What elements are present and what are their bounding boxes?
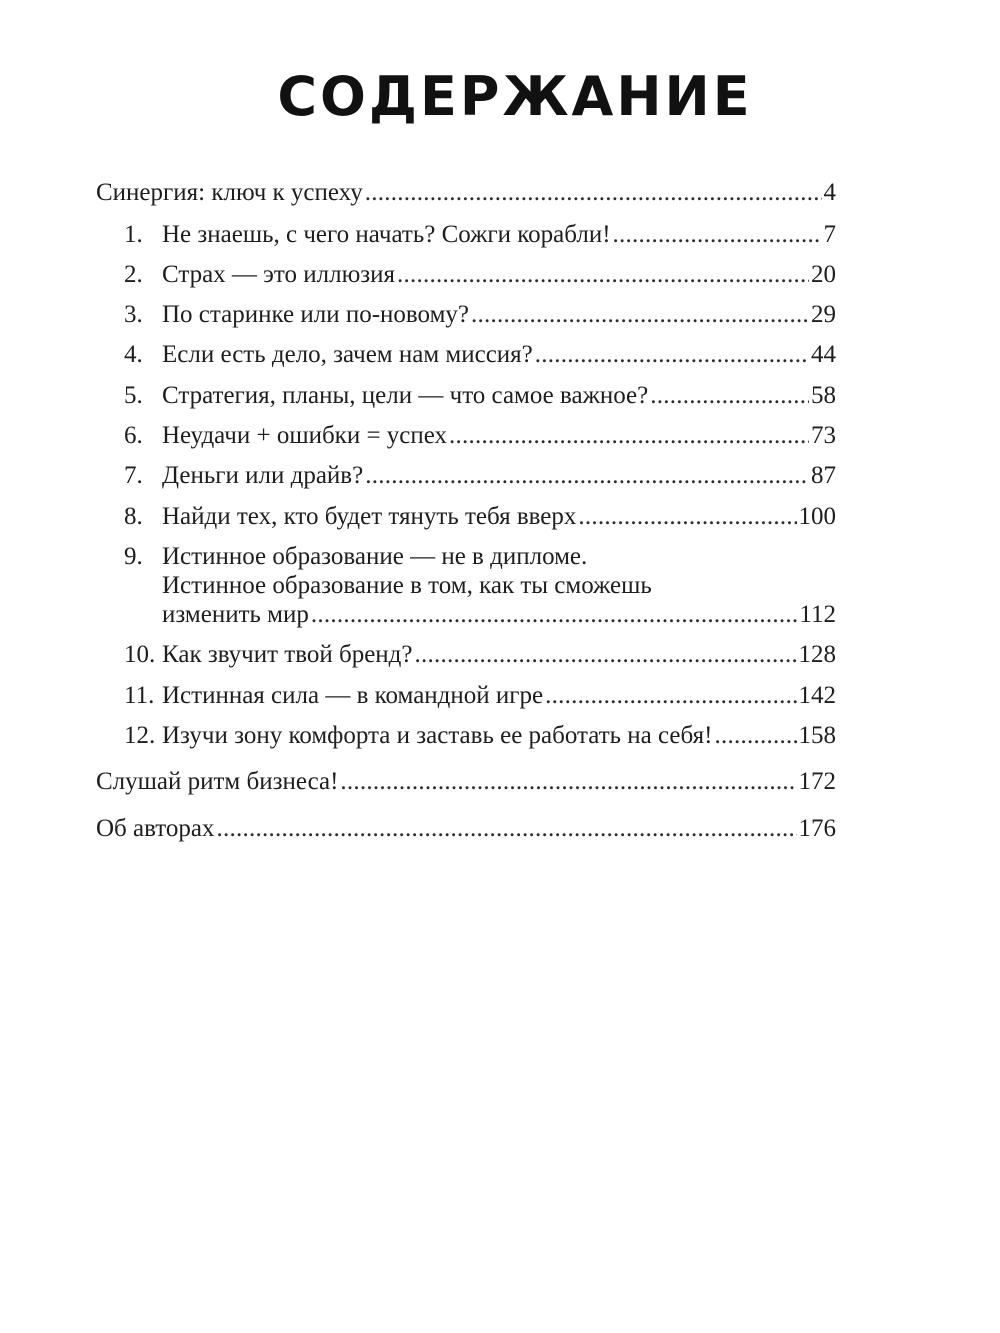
toc-entry-label: Неудачи + ошибки = успех [162,422,448,449]
toc-chapter-number: 3. [124,301,143,328]
toc-page-number: 20 [811,261,836,288]
toc-entry-chapter-7[interactable] [124,461,836,491]
toc-entry-chapter-8[interactable] [124,502,836,532]
toc-entry-label: Если есть дело, зачем нам миссия? [162,341,533,368]
toc-leader-dots [397,260,809,290]
toc-entry-label: Найди тех, кто будет тянуть тебя вверх [162,503,577,530]
toc-chapter-number: 7. [124,462,143,489]
toc-entry-about-authors[interactable] [96,814,836,844]
toc-leader-dots [415,640,797,670]
toc-entry-chapter-2[interactable] [124,260,836,290]
toc-leader-dots [365,178,822,208]
toc-entry-label: Слушай ритм бизнеса! [96,768,339,795]
toc-entry-chapter-1[interactable] [124,220,836,250]
toc-entry-label: Истинное образование в том, как ты сможешь [162,572,652,599]
toc-chapter-number: 9. [124,543,143,570]
toc-page-number: 142 [798,682,836,709]
toc-entry-label: Стратегия, планы, цели — что самое важное? [162,382,649,409]
toc-entry-line [124,542,836,571]
toc-entry-chapter-11[interactable] [124,681,836,711]
toc-leader-dots [365,461,809,491]
toc-chapter-number: 1. [124,221,143,248]
toc-leader-dots [714,721,796,751]
toc-chapter-number: 11. [124,682,155,709]
toc-page-number: 29 [811,301,836,328]
toc-entry-chapter-10[interactable] [124,640,836,670]
toc-chapter-number: 6. [124,422,143,449]
toc-leader-dots [613,220,822,250]
toc-page-number: 100 [798,503,836,530]
toc-entry-label: По старинке или по-новому? [162,301,469,328]
toc-entry-label: Истинная сила — в командной игре [162,682,544,709]
toc-chapter-number: 8. [124,503,143,530]
toc-entry-label: Не знаешь, с чего начать? Сожги корабли! [162,221,611,248]
toc-page-number: 87 [811,462,836,489]
toc-entry-label: изменить мир [162,601,309,628]
toc-page-number: 7 [823,221,836,248]
toc-page-number: 112 [799,601,836,628]
toc-leader-dots [578,502,796,532]
toc-entry-label: Изучи зону комфорта и заставь ее работать на себя! [162,722,713,749]
toc-page-number: 73 [811,422,836,449]
toc-entry-chapter-12[interactable] [124,721,836,751]
toc-entry-label: Как звучит твой бренд? [162,641,413,668]
toc-entry-label: Синергия: ключ к успеху [96,179,363,206]
toc-entry-chapter-5[interactable] [124,381,836,411]
toc-entry-label: Об авторах [96,815,215,842]
toc-entry-label: Страх — это иллюзия [162,261,396,288]
toc-page-number: 128 [798,641,836,668]
toc-leader-dots [650,381,809,411]
toc-leader-dots [449,421,809,451]
toc-leader-dots [311,600,798,629]
toc-chapter-number: 10. [124,641,156,668]
toc-page-number: 58 [811,382,836,409]
toc-entry-chapter-9[interactable] [124,542,836,629]
toc-entry-chapter-4[interactable] [124,340,836,370]
toc-page-number: 172 [798,768,836,795]
toc-chapter-number: 2. [124,261,143,288]
toc-chapter-number: 5. [124,382,143,409]
toc-entry-chapter-3[interactable] [124,300,836,330]
toc-leader-dots [545,681,796,711]
toc-page-number: 176 [798,815,836,842]
toc-entry-intro[interactable] [96,178,836,208]
toc-page-number: 44 [811,341,836,368]
toc-leader-dots [217,814,797,844]
toc-entry-label: Деньги или драйв? [162,462,364,489]
toc-leader-dots [471,300,809,330]
toc-entry-chapter-6[interactable] [124,421,836,451]
toc-leader-dots [535,340,809,370]
toc-chapter-number: 12. [124,722,156,749]
toc-entry-line [124,600,836,629]
toc-leader-dots [340,767,796,797]
toc-entry-label: Истинное образование — не в дипломе. [162,543,588,570]
toc-entry-outro[interactable] [96,767,836,797]
page-title: СОДЕРЖАНИЕ [277,65,753,128]
toc-chapter-number: 4. [124,341,143,368]
toc-page-number: 4 [823,179,836,206]
toc-page-number: 158 [798,722,836,749]
